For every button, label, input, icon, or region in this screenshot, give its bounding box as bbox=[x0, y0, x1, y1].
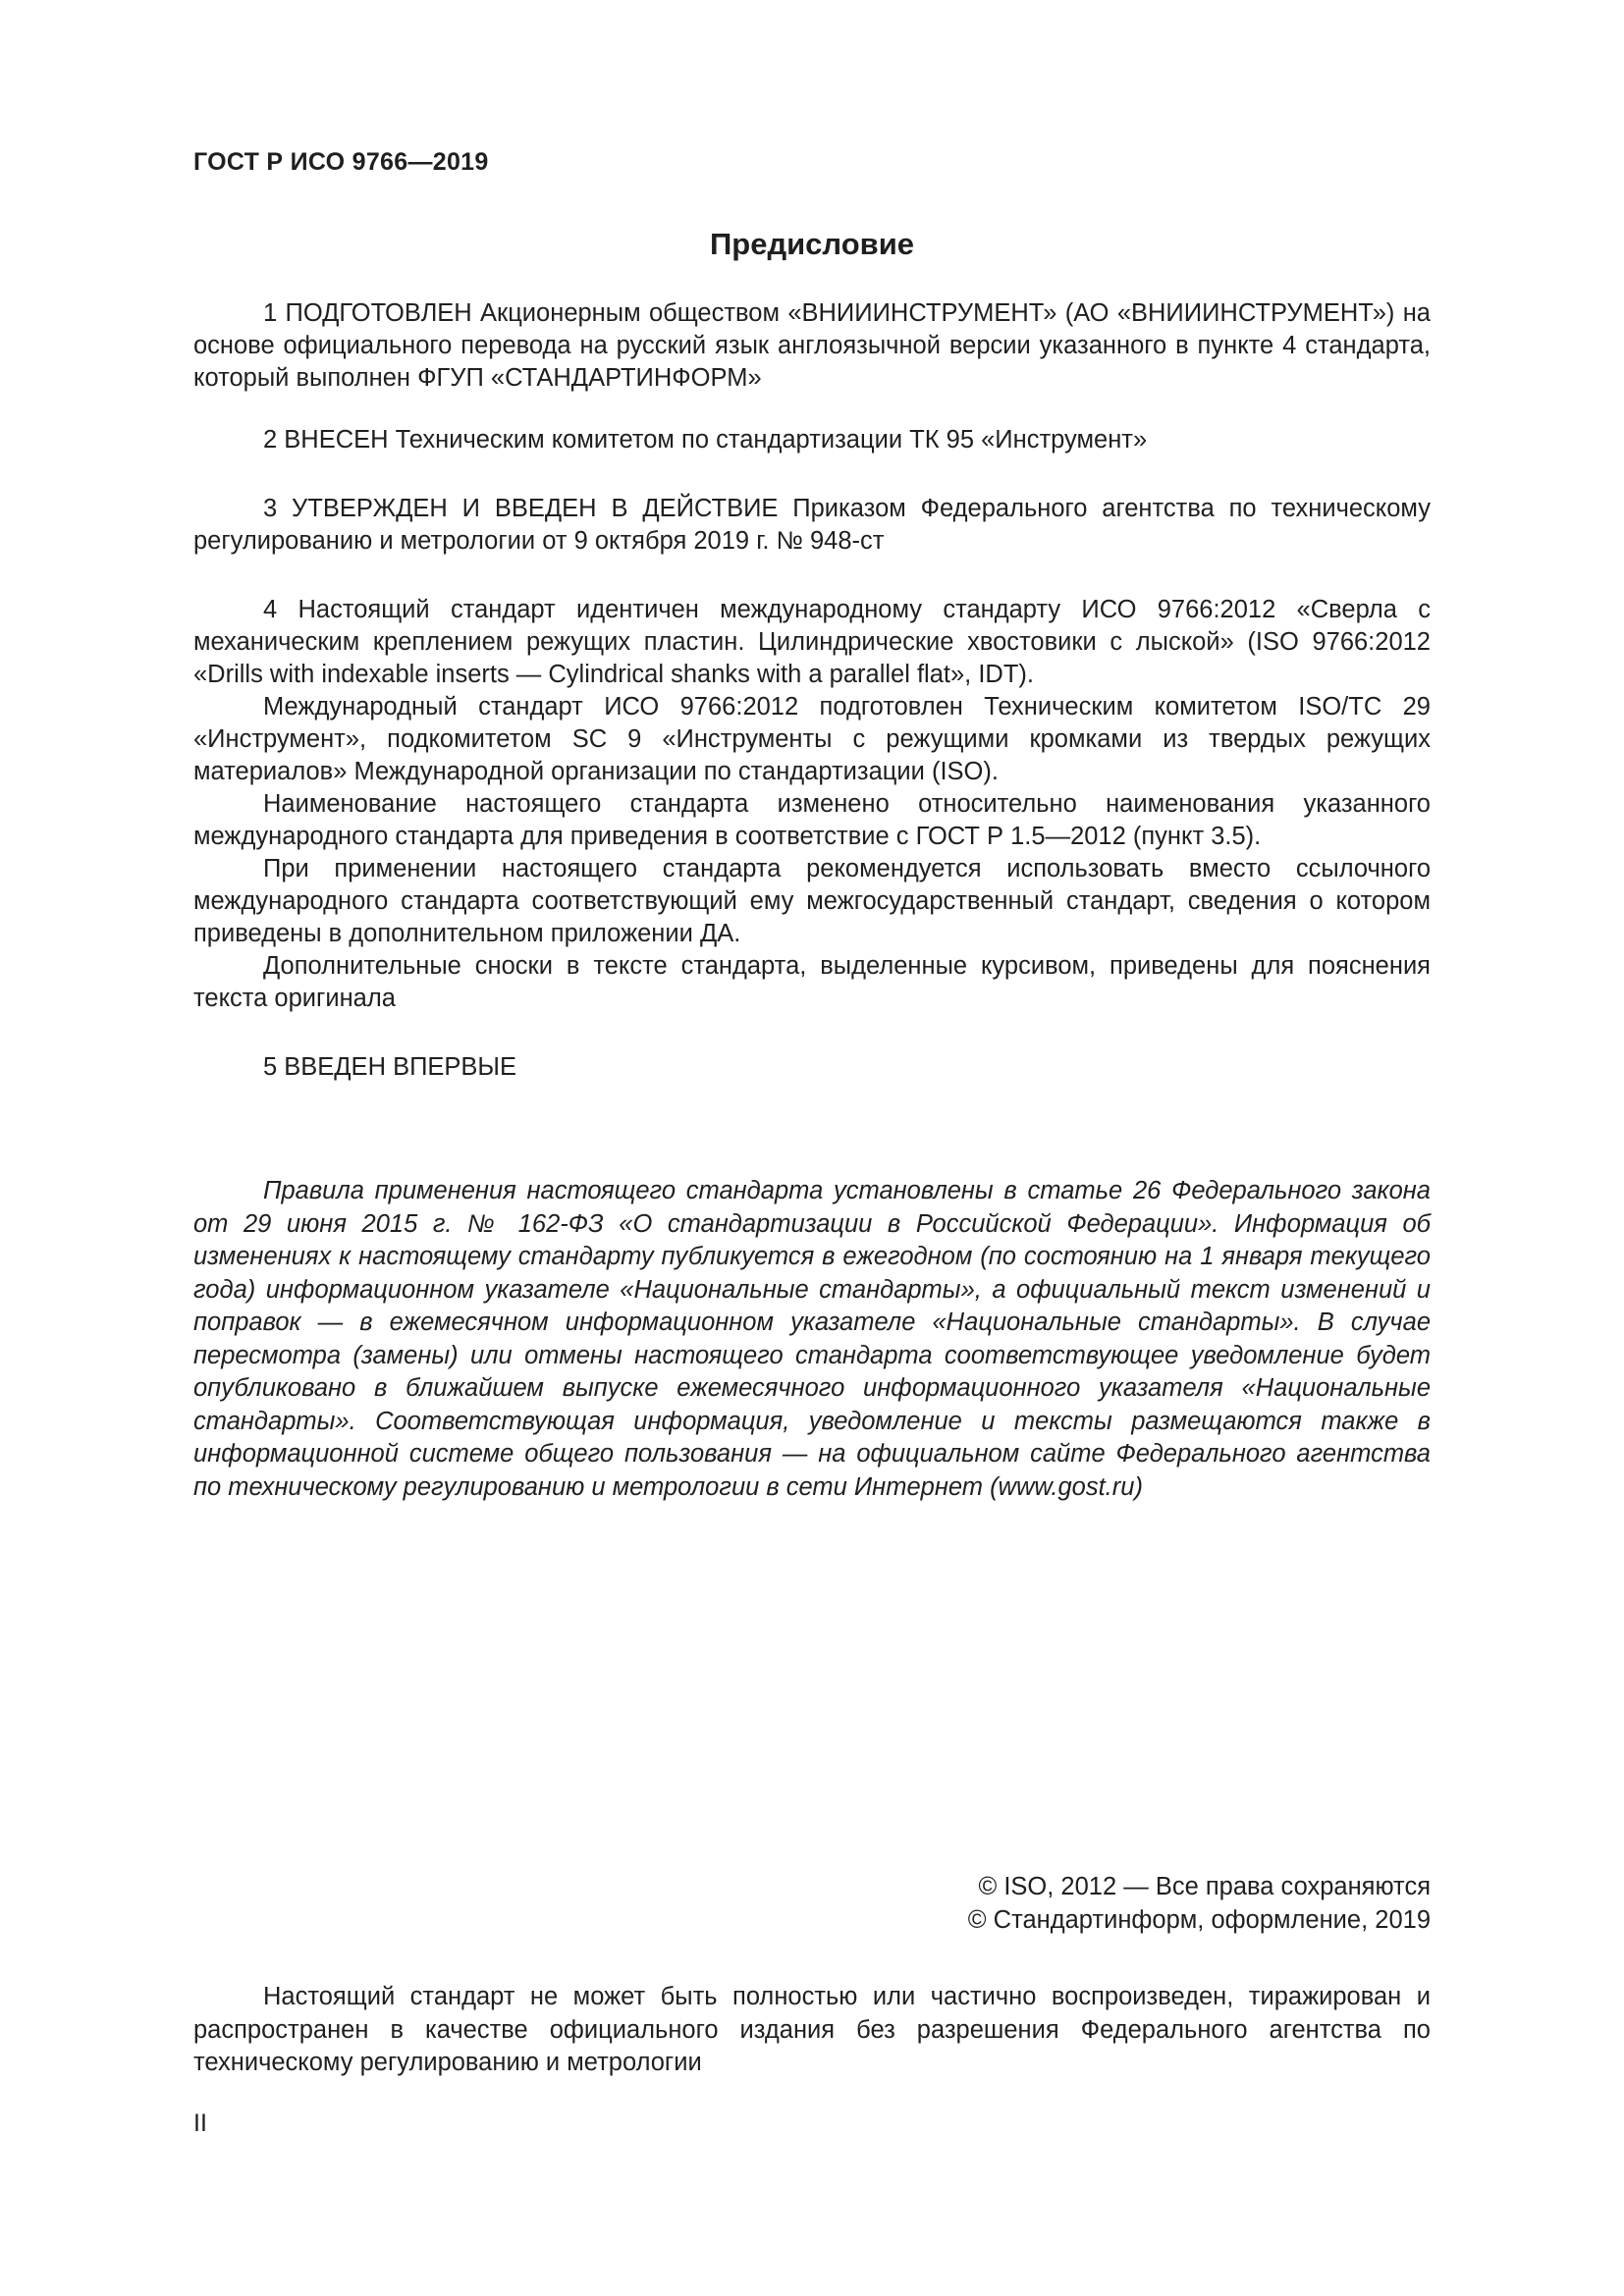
foreword-item-3-text: 3 УТВЕРЖДЕН И ВВЕДЕН В ДЕЙСТВИЕ Приказом Федерального агентства по техническому регулированию и метрологии от 9 октября 2019 г. № 948-ст bbox=[193, 495, 1431, 555]
foreword-item-2-text: 2 ВНЕСЕН Техническим комитетом по стандартизации ТК 95 «Инструмент» bbox=[263, 426, 1148, 454]
foreword-item-4-paragraph-5: Дополнительные сноски в тексте стандарта, выделенные курсивом, приведены для пояснения текста оригинала bbox=[193, 952, 1431, 1012]
foreword-item-5 bbox=[193, 1051, 1431, 1084]
page-title: Предисловие bbox=[709, 227, 914, 261]
foreword-item-4-paragraph-3: Наименование настоящего стандарта изменено относительно наименования указанного международного стандарта для приведения в соответствие с ГОСТ Р 1.5—2012 (пункт 3.5). bbox=[193, 790, 1431, 850]
copyright-block bbox=[968, 1870, 1431, 1937]
copyright-iso: © ISO, 2012 — Все права сохраняются bbox=[978, 1873, 1431, 1900]
reproduction-notice-text: Настоящий стандарт не может быть полностью или частично воспроизведен, тиражирован и распространен в качестве официального издания без разрешения Федерального агентства по техническому регулированию и метрологии bbox=[193, 1983, 1431, 2076]
foreword-item-2 bbox=[193, 424, 1431, 456]
foreword-item-4-text: 4 Настоящий стандарт идентичен международному стандарту ИСО 9766:2012 «Сверла с механическим креплением режущих пластин. Цилиндрические хвостовики с лыской» (ISO 9766:2012 «Drills with indexable inserts — Cylindrical shanks with a parallel flat», IDT). bbox=[193, 596, 1431, 688]
standard-code-header: ГОСТ Р ИСО 9766—2019 bbox=[193, 148, 489, 176]
foreword-item-4-paragraph-2: Международный стандарт ИСО 9766:2012 подготовлен Техническим комитетом ISO/TC 29 «Инструмент», подкомитетом SC 9 «Инструменты с режущими кромками из твердых режущих материалов» Международной организации по стандартизации (ISO). bbox=[193, 693, 1431, 785]
rules-notice-text: Правила применения настоящего стандарта установлены в статье 26 Федерального закона от 29 июня 2015 г. № 162-ФЗ «О стандартизации в Российской Федерации». Информация об изменениях к настоящему стандарту публикуется в ежегодном (по состоянию на 1 января текущего года) информационном указателе «Национальные стандарты», а официальный текст изменений и поправок — в ежемесячном информационном указателе «Национальные стандарты». В случае пересмотра (замены) или отмены настоящего стандарта соответствующее уведомление будет опубликовано в ближайшем выпуске ежемесячного информационного указателя «Национальные стандарты». Соответствующая информация, уведомление и тексты размещаются также в информационной системе общего пользования — на официальном сайте Федерального агентства по техническому регулированию и метрологии в сети Интернет (www.gost.ru) bbox=[193, 1177, 1431, 1501]
page-number: II bbox=[193, 2109, 207, 2137]
foreword-item-4-paragraph-4: При применении настоящего стандарта рекомендуется использовать вместо ссылочного международного стандарта соответствующий ему межгосударственный стандарт, сведения о котором приведены в дополнительном приложении ДА. bbox=[193, 855, 1431, 947]
foreword-item-5-text: 5 ВВЕДЕН ВПЕРВЫЕ bbox=[263, 1053, 517, 1081]
reproduction-notice bbox=[193, 1981, 1431, 2080]
foreword-item-3 bbox=[193, 493, 1431, 558]
foreword-item-1 bbox=[193, 297, 1431, 395]
foreword-item-1-text: 1 ПОДГОТОВЛЕН Акционерным обществом «ВНИИИНСТРУМЕНТ» (АО «ВНИИИНСТРУМЕНТ») на основе официального перевода на русский язык англоязычной версии указанного в пункте 4 стандарта, который выполнен ФГУП «СТАНДАРТИНФОРМ» bbox=[193, 299, 1431, 392]
rules-notice bbox=[193, 1175, 1431, 1504]
foreword-item-4 bbox=[193, 594, 1431, 1015]
copyright-standartinform: © Стандартинформ, оформление, 2019 bbox=[967, 1906, 1431, 1934]
